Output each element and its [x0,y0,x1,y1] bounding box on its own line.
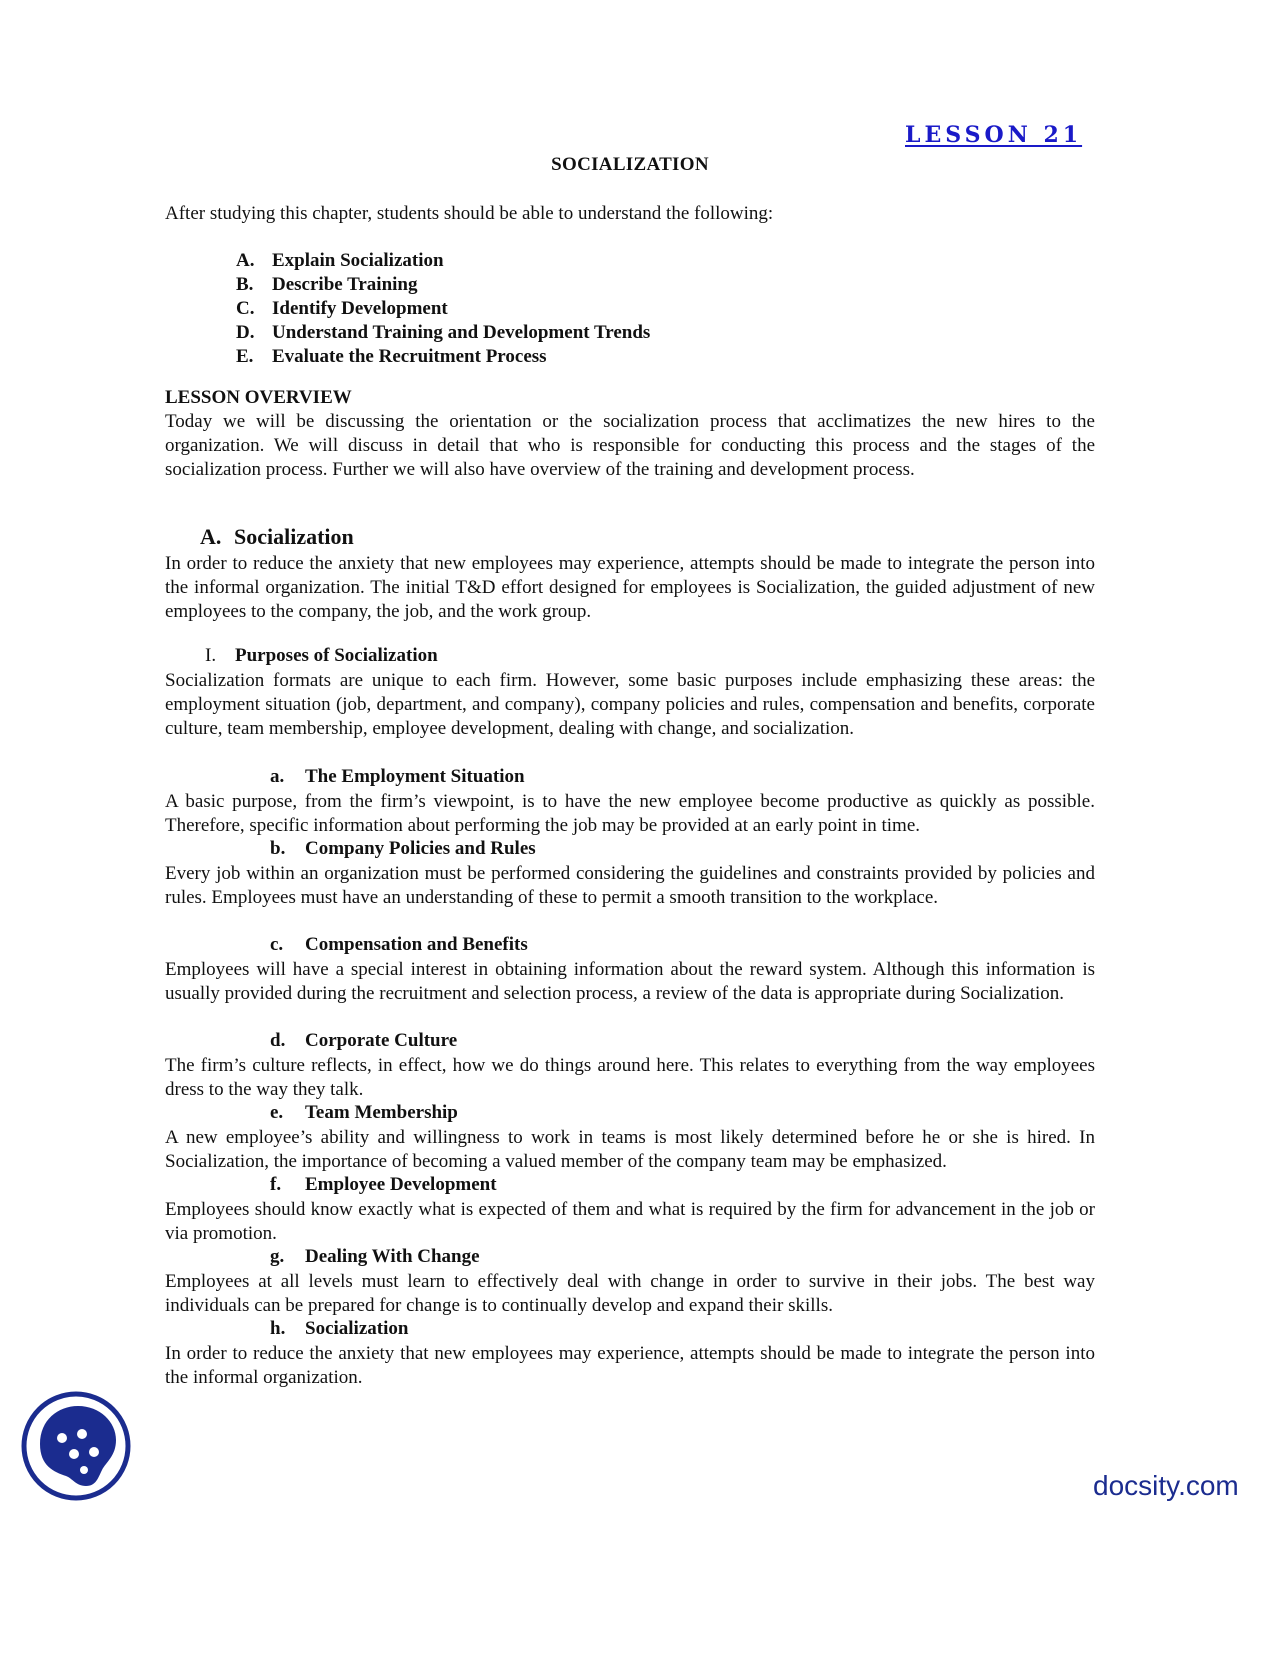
item-letter: h. [270,1318,286,1339]
item-title: Corporate Culture [305,1030,458,1051]
item-text: In order to reduce the anxiety that new employees may experience, attempts should be made to integrate the person into the informal organization. [165,1343,1095,1388]
objective-item [236,321,650,345]
section-number: A. [200,524,222,549]
item-letter: f. [270,1174,282,1195]
objectives-list [236,249,650,369]
item-body [165,862,1095,910]
item-text: Every job within an organization must be performed considering the guidelines and constraints provided by policies and rules. Employees must have an understanding of these to permit a smooth transition to the workplace. [165,863,1095,908]
purposes-heading [205,645,438,667]
item-title: Compensation and Benefits [305,934,528,955]
objective-text: Identify Development [272,298,448,319]
objective-letter: D. [236,322,255,343]
item-body [165,1270,1095,1318]
docsity-logo-icon [20,1390,132,1502]
objective-item [236,297,650,321]
section-a-text: In order to reduce the anxiety that new employees may experience, attempts should be made to integrate the person into the informal organization. The initial T&D effort designed for employees is Socialization, the guided adjustment of new employees to the company, the job, and the work group. [165,553,1095,622]
item-text: The firm’s culture reflects, in effect, how we do things around here. This relates to everything from the way employees dress to the way they talk. [165,1055,1095,1100]
purposes-number: I. [205,645,217,666]
item-heading [270,1102,458,1124]
item-text: A basic purpose, from the firm’s viewpoint, is to have the new employee become productive as quickly as possible. Therefore, specific information about performing the job may be provided at an early point in time. [165,791,1095,836]
item-title: The Employment Situation [305,766,525,787]
section-title: Socialization [234,524,354,549]
objective-letter: B. [236,274,254,295]
item-text: Employees will have a special interest in obtaining information about the reward system. Although this information is usually provided during the recruitment and selection process, a review of the data is appropriate during Socialization. [165,959,1095,1004]
objective-text: Describe Training [272,274,418,295]
item-heading [270,1318,408,1340]
item-heading [270,838,536,860]
item-body [165,1054,1095,1102]
objective-text: Explain Socialization [272,250,444,271]
item-body [165,790,1095,838]
objective-item [236,345,650,369]
item-title: Employee Development [305,1174,497,1195]
item-letter: a. [270,766,285,787]
item-heading [270,934,528,956]
purposes-body [165,669,1095,741]
lesson-overview [165,386,1095,482]
item-title: Socialization [305,1318,409,1339]
objective-item [236,249,650,273]
item-heading [270,766,525,788]
item-letter: g. [270,1246,285,1267]
objective-letter: C. [236,298,255,319]
lesson-number: LESSON 21 [905,122,1083,148]
item-letter: b. [270,838,286,859]
item-text: A new employee’s ability and willingness to work in teams is most likely determined before he or she is hired. In Socialization, the importance of becoming a valued member of the company team may be emphasized. [165,1127,1095,1172]
overview-text: Today we will be discussing the orientation or the socialization process that acclimatizes the new hires to the organization. We will discuss in detail that who is responsible for conducting this process and the stages of the socialization process. Further we will also have overview of the training and development process. [165,411,1095,480]
item-text: Employees should know exactly what is expected of them and what is required by the firm for advancement in the job or via promotion. [165,1199,1095,1244]
section-a-body [165,552,1095,624]
item-title: Dealing With Change [305,1246,480,1267]
item-body [165,1198,1095,1246]
item-heading [270,1174,497,1196]
objective-text: Understand Training and Development Trends [272,322,651,343]
item-title: Company Policies and Rules [305,838,536,859]
overview-heading: LESSON OVERVIEW [165,387,352,408]
purposes-title: Purposes of Socialization [235,645,438,666]
item-title: Team Membership [305,1102,458,1123]
purposes-text: Socialization formats are unique to each firm. However, some basic purposes include emphasizing these areas: the employment situation (job, department, and company), company policies and rules, compensation and benefits, corporate culture, team membership, employee development, dealing with change, and socialization. [165,670,1095,739]
item-letter: d. [270,1030,286,1051]
item-heading [270,1030,457,1052]
page-title: SOCIALIZATION [551,154,709,175]
objective-letter: E. [236,346,254,367]
item-body [165,1126,1095,1174]
intro-text: After studying this chapter, students should be able to understand the following: [165,203,774,224]
item-text: Employees at all levels must learn to effectively deal with change in order to survive in their jobs. The best way individuals can be prepared for change is to continually develop and expand their skills. [165,1271,1095,1316]
item-letter: c. [270,934,284,955]
item-body [165,958,1095,1006]
objective-item [236,273,650,297]
docsity-watermark[interactable]: docsity.com [1093,1470,1239,1501]
section-a-heading [200,524,354,550]
objective-letter: A. [236,250,255,271]
item-body [165,1342,1095,1390]
item-heading [270,1246,480,1268]
item-letter: e. [270,1102,284,1123]
objective-text: Evaluate the Recruitment Process [272,346,547,367]
